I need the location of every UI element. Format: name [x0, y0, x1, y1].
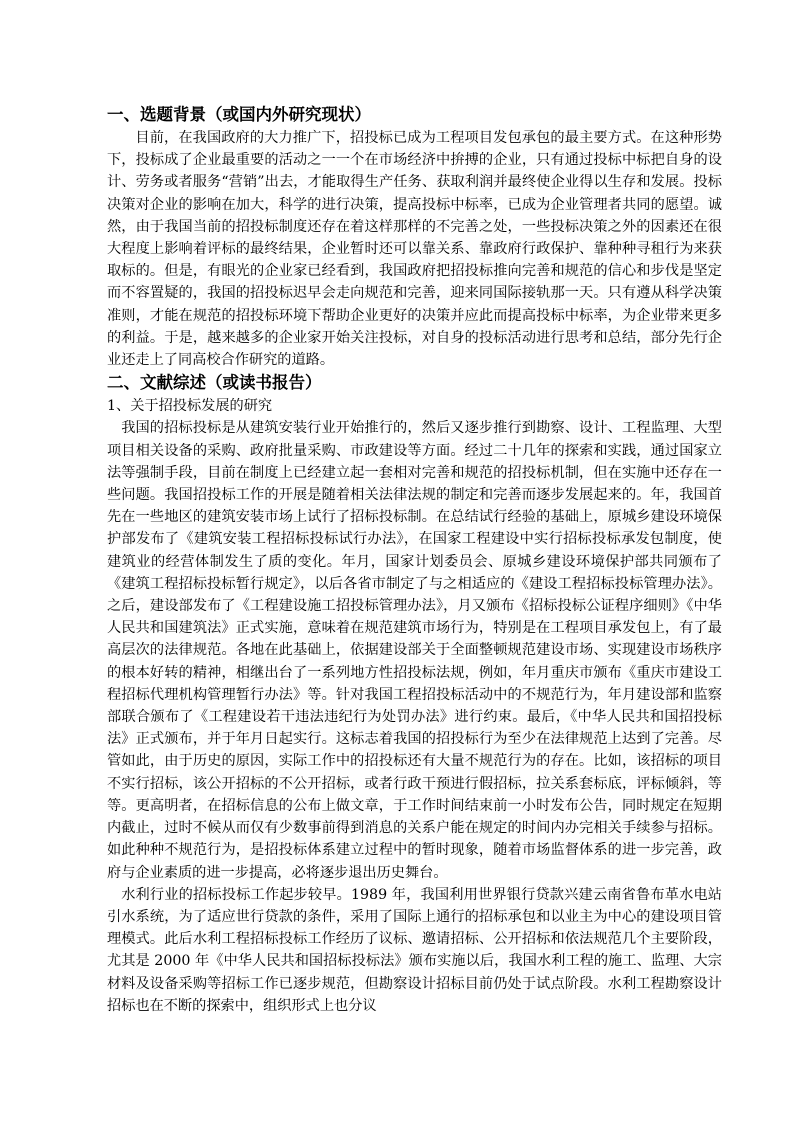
document-body — [107, 103, 722, 1017]
section2-subheading: 1、关于招投标发展的研究 — [107, 398, 273, 415]
section1-paragraph: 目前，在我国政府的大力推广下，招投标已成为工程项目发包承包的最主要方式。在这种形势下，投标成了企业最重要的活动之一一个在市场经济中拚搏的企业，只有通过投标中标把自身的设计、劳务或者服务“营销”出去，才能取得生产任务、获取利润并最终使企业得以生存和发展。投标决策对企业的影响在加大，科学的进行决策，提高投标中标率，已成为企业管理者共同的愿望。诚然，由于我国当前的招投标制度还存在着这样那样的不完善之处，一些投标决策之外的因素还在很大程度上影响着评标的最终结果，企业暂时还可以靠关系、靠政府行政保护、靠种种寻租行为来获取标的。但是，有眼光的企业家已经看到，我国政府把招投标推向完善和规范的信心和步伐是坚定而不容置疑的，我国的招投标迟早会走向规范和完善，迎来同国际接轨那一天。只有遵从科学决策准则，才能在规范的招投标环境下帮助企业更好的决策并应此而提高投标中标率，为企业带来更多的利益。于是，越来越多的企业家开始关注投标，对自身的投标活动进行思考和总结，部分先行企业还走上了同高校合作研究的道路。 — [107, 130, 722, 369]
section1-heading: 一、选题背景（或国内外研究现状） — [107, 105, 371, 124]
section2-paragraph-2: 水利行业的招标投标工作起步较早。1989 年，我国利用世界银行贷款兴建云南省鲁布革水电站引水系统，为了适应世行贷款的条件，采用了国际上通行的招标承包和以业主为中心的建设项目管理模式。此后水利工程招标投标工作经历了议标、邀请招标、公开招标和依法规范几个主要阶段，尤其是 2000 年《中华人民共和国招标投标法》颁布实施以后，我国水利工程的施工、监理、大宗材料及设备采购等招标工作已逐步规范，但勘察设计招标目前仍处于试点阶段。水利工程勘察设计招标也在不断的探索中，组织形式上也分议 — [107, 886, 722, 1014]
section2-heading: 二、文献综述（或读书报告） — [107, 373, 322, 393]
section2-paragraph-1: 我国的招标投标是从建筑安装行业开始推行的，然后又逐步推行到勘察、设计、工程监理、大型项目相关设备的采购、政府批量采购、市政建设等方面。经过二十几年的探索和实践，通过国家立法等强制手段，目前在制度上已经建立起一套相对完善和规范的招投标机制，但在实施中还存在一些问题。我国招投标工作的开展是随着相关法律法规的制定和完善而逐步发展起来的。年，我国首先在一些地区的建筑安装市场上试行了招标投标制。在总结试行经验的基础上，原城乡建设环境保护部发布了《建筑安装工程招标投标试行办法》，在国家工程建设中实行招标投标承发包制度，使建筑业的经营体制发生了质的变化。年月，国家计划委员会、原城乡建设环境保护部共同颁布了《建筑工程招标投标暂行规定》，以后各省市制定了与之相适应的《建设工程招标投标管理办法》。之后，建设部发布了《工程建设施工招投标管理办法》，月又颁布《招标投标公证程序细则》《中华人民共和国建筑法》正式实施，意味着在规范建筑市场行为，特别是在工程项目承发包上，有了最高层次的法律规范。各地在此基础上，依据建设部关于全面整顿规范建设市场、实现建设市场秩序的根本好转的精神，相继出台了一系列地方性招投标法规，例如，年月重庆市颁布《重庆市建设工程招标代理机构管理暂行办法》等。针对我国工程招投标活动中的不规范行为，年月建设部和监察部联合颁布了《工程建设若干违法违纪行为处罚办法》进行约束。最后，《中华人民共和国招投标法》正式颁布，并于年月日起实行。这标志着我国的招投标行为至少在法律规范上达到了完善。尽管如此，由于历史的原因，实际工作中的招投标还有大量不规范行为的存在。比如，该招标的项目不实行招标，该公开招标的不公开招标，或者行政干预进行假招标，拉关系套标底，评标倾斜，等等。更高明者，在招标信息的公布上做文章，于工作时间结束前一小时发布公告，同时规定在短期内截止，过时不候从而仅有少数事前得到消息的关系户能在规定的时间内办完相关手续参与招标。如此种种不规范行为，是招投标体系建立过程中的暂时现象，随着市场监督体系的进一步完善，政府与企业素质的进一步提高，必将逐步退出历史舞台。 — [107, 420, 722, 881]
